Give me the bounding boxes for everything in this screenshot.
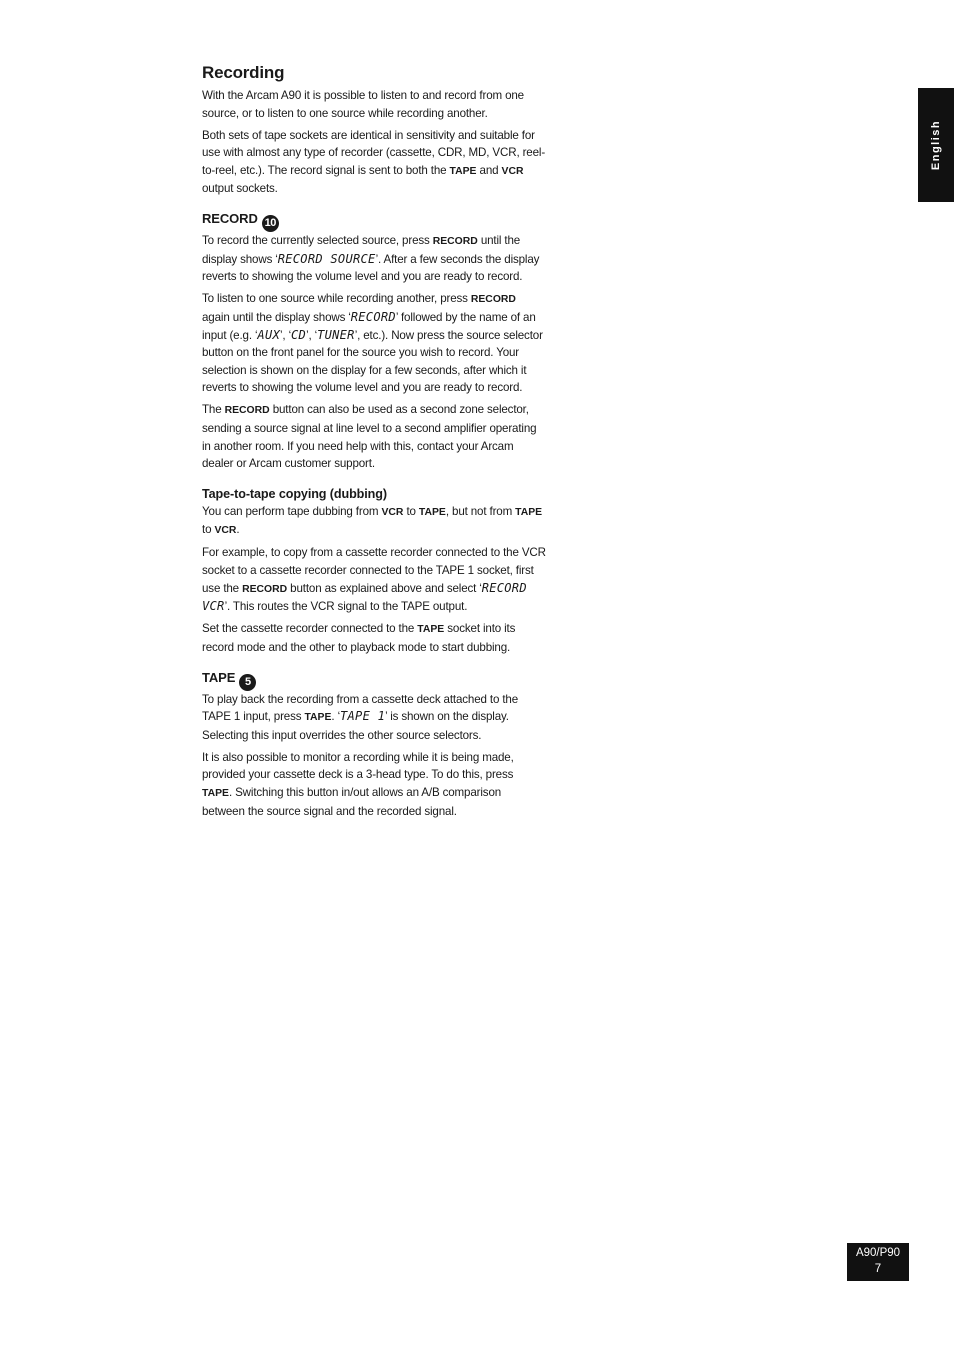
text: to bbox=[202, 523, 215, 537]
keyword: TAPE bbox=[417, 624, 445, 636]
text: output sockets. bbox=[202, 182, 278, 196]
dubbing-paragraph-3 bbox=[202, 620, 546, 656]
display-text: RECORD bbox=[350, 309, 396, 324]
text: button can also be used as a second zone selector, sending a source signal at line level to a second amplifier operating in another room. If you need help with this, contact your Arcam dealer or Arcam customer support. bbox=[202, 403, 537, 471]
text: until the display shows ‘ bbox=[202, 234, 521, 266]
text: to bbox=[403, 504, 419, 518]
keyword: RECORD bbox=[470, 294, 516, 306]
display-text: TUNER bbox=[317, 327, 355, 342]
display-text: RECORD SOURCE bbox=[277, 251, 376, 266]
text: . Switching this button in/out allows an A/B comparison between the source signal and the recorded signal. bbox=[202, 786, 502, 818]
text: again until the display shows ‘ bbox=[202, 310, 351, 324]
dubbing-paragraph-1 bbox=[202, 503, 546, 540]
text: To play back the recording from a cassette deck attached to the TAPE 1 input, press bbox=[202, 692, 519, 724]
tape-heading-text: TAPE bbox=[202, 669, 236, 685]
keyword: RECORD bbox=[224, 405, 270, 417]
record-paragraph-2 bbox=[202, 290, 546, 397]
tape-heading bbox=[202, 669, 546, 691]
text: Both sets of tape sockets are identical in sensitivity and suitable for use with almost any type of recorder (cassette, CDR, MD, VCR, reel-to-reel, etc.). The record signal is sent to both the bbox=[202, 128, 546, 177]
keyword: TAPE bbox=[515, 506, 543, 518]
record-number-badge: 10 bbox=[262, 215, 279, 232]
text: For example, to copy from a cassette recorder connected to the VCR socket to a cassette recorder connected to the TAPE 1 socket, first use the bbox=[202, 546, 546, 595]
language-tab-label: English bbox=[930, 119, 943, 171]
keyword: VCR bbox=[214, 525, 237, 537]
text: ’ is shown on the display. Selecting this input overrides the other source selectors. bbox=[202, 710, 509, 742]
page-number: 7 bbox=[874, 1263, 882, 1275]
keyword: TAPE bbox=[418, 506, 446, 518]
display-text: AUX bbox=[257, 327, 280, 342]
dubbing-paragraph-2 bbox=[202, 544, 546, 615]
text: ’, ‘ bbox=[306, 328, 318, 342]
text: ’, ‘ bbox=[280, 328, 291, 342]
page-title: Recording bbox=[202, 63, 285, 82]
text: . bbox=[236, 523, 240, 537]
record-paragraph-1 bbox=[202, 232, 546, 286]
intro-paragraph-2 bbox=[202, 127, 546, 198]
text: ’, etc.). Now press the source selector button on the front panel for the source you wish to record. Your selection is shown on the display for a few seconds, after which it reverts to showing the volume level and you are ready to record. bbox=[202, 328, 543, 395]
text: You can perform tape dubbing from bbox=[202, 504, 382, 518]
page-footer-box bbox=[847, 1243, 909, 1281]
display-text: RECORD VCR bbox=[202, 580, 527, 614]
text: ’. This routes the VCR signal to the TAPE output. bbox=[224, 600, 468, 614]
keyword: RECORD bbox=[432, 236, 478, 248]
keyword: VCR bbox=[501, 165, 524, 177]
tape-paragraph-2 bbox=[202, 749, 546, 820]
text: socket into its record mode and the other to playback mode to start dubbing. bbox=[202, 622, 516, 654]
text: button as explained above and select ‘ bbox=[287, 581, 482, 595]
text: , but not from bbox=[445, 504, 516, 518]
keyword: TAPE bbox=[449, 165, 477, 177]
text: ’. After a few seconds the display reverts to showing the volume level and you are ready to record. bbox=[202, 252, 540, 284]
dubbing-heading: Tape-to-tape copying (dubbing) bbox=[202, 486, 387, 501]
text: . ‘ bbox=[331, 710, 340, 724]
language-tab bbox=[918, 88, 954, 202]
record-heading-text: RECORD bbox=[202, 211, 258, 227]
display-text: TAPE 1 bbox=[340, 709, 386, 724]
text: and bbox=[476, 163, 502, 177]
intro-paragraph-1: With the Arcam A90 it is possible to listen to and record from one source, or to listen to one source while recording another. bbox=[202, 89, 524, 120]
text: To record the currently selected source, press bbox=[202, 234, 433, 248]
text: Set the cassette recorder connected to the bbox=[202, 622, 418, 636]
text: ’ followed by the name of an input (e.g. ‘ bbox=[202, 310, 536, 342]
keyword: RECORD bbox=[242, 583, 288, 595]
tape-paragraph-1 bbox=[202, 691, 546, 745]
display-text: CD bbox=[291, 327, 307, 342]
record-paragraph-3 bbox=[202, 401, 546, 472]
keyword: VCR bbox=[381, 506, 404, 518]
keyword: TAPE bbox=[202, 788, 229, 799]
text: It is also possible to monitor a recording while it is being made, provided your cassette deck is a 3-head type. To do this, press bbox=[202, 750, 514, 782]
text: The bbox=[202, 403, 225, 417]
text: To listen to one source while recording another, press bbox=[202, 292, 471, 306]
main-column bbox=[202, 62, 546, 825]
keyword: TAPE bbox=[304, 712, 332, 724]
record-heading bbox=[202, 210, 546, 232]
model-label: A90/P90 bbox=[855, 1247, 901, 1259]
tape-number-badge: 5 bbox=[239, 674, 256, 691]
